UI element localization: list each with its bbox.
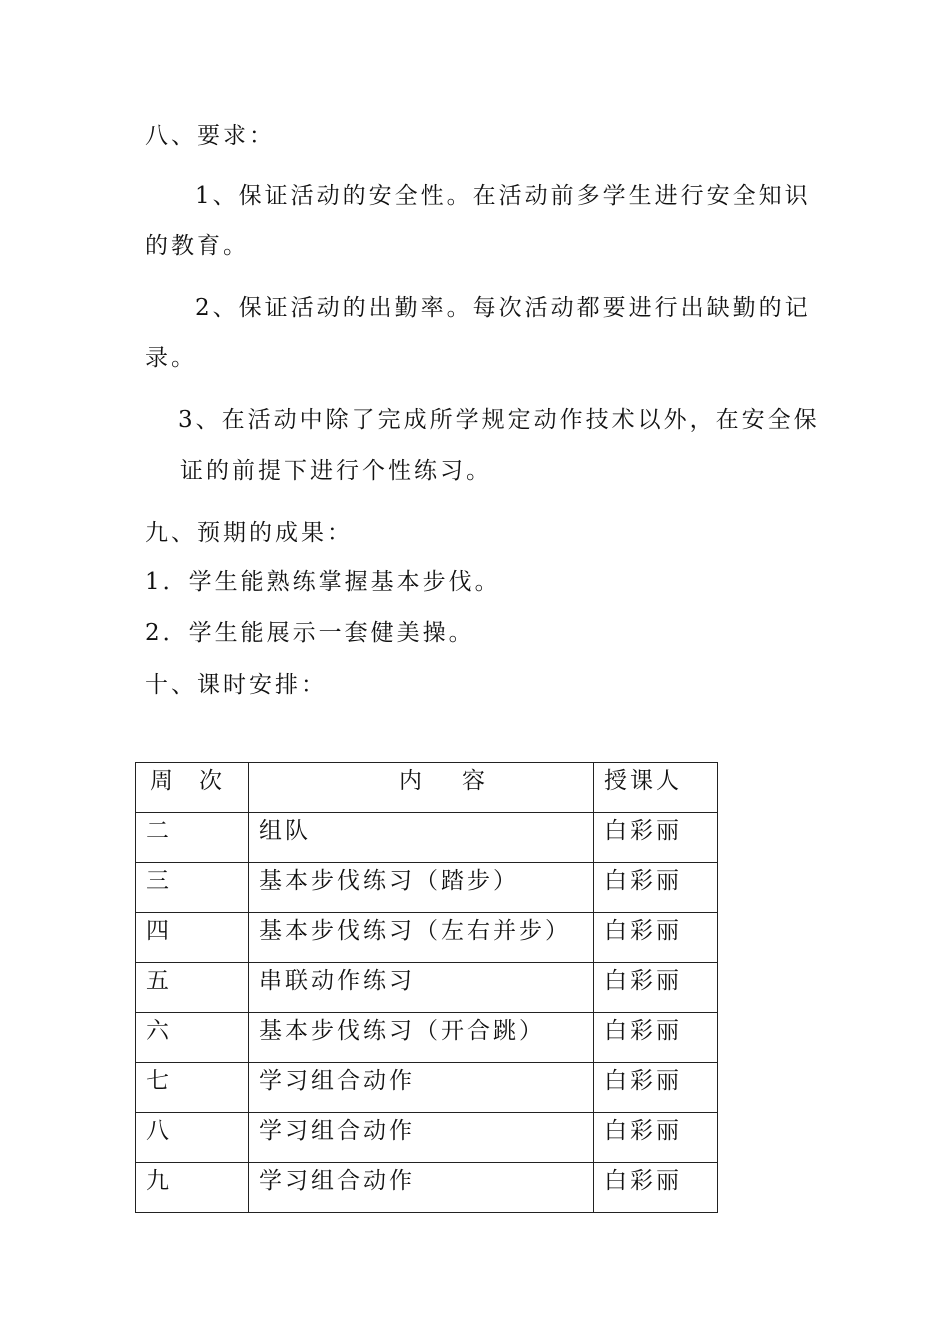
requirement-1-line-2: 的教育。 <box>145 233 249 259</box>
teacher-cell: 白彩丽 <box>594 1013 718 1063</box>
section-10-heading: 十、课时安排： <box>145 672 327 698</box>
schedule-table <box>135 762 718 1213</box>
outcome-item-1: 1．学生能熟练掌握基本步伐。 <box>145 569 501 595</box>
table-row <box>136 1063 718 1113</box>
week-cell: 七 <box>136 1063 249 1113</box>
content-cell: 基本步伐练习（左右并步） <box>249 913 594 963</box>
requirement-3-line-2: 证的前提下进行个性练习。 <box>180 458 492 484</box>
teacher-cell: 白彩丽 <box>594 1113 718 1163</box>
teacher-cell: 白彩丽 <box>594 963 718 1013</box>
table-row <box>136 1013 718 1063</box>
table-row <box>136 863 718 913</box>
teacher-cell: 白彩丽 <box>594 913 718 963</box>
header-content: 内容 <box>249 763 594 813</box>
week-cell: 九 <box>136 1163 249 1213</box>
week-cell: 五 <box>136 963 249 1013</box>
table-row <box>136 813 718 863</box>
table-row <box>136 913 718 963</box>
outcome-item-2: 2．学生能展示一套健美操。 <box>145 620 475 646</box>
table-row <box>136 1163 718 1213</box>
teacher-cell: 白彩丽 <box>594 863 718 913</box>
content-cell: 学习组合动作 <box>249 1163 594 1213</box>
teacher-cell: 白彩丽 <box>594 813 718 863</box>
requirement-1-line-1: 1、保证活动的安全性。在活动前多学生进行安全知识 <box>195 183 811 209</box>
content-cell: 串联动作练习 <box>249 963 594 1013</box>
section-9-heading: 九、预期的成果： <box>145 520 353 546</box>
content-cell: 学习组合动作 <box>249 1113 594 1163</box>
week-cell: 六 <box>136 1013 249 1063</box>
content-cell: 基本步伐练习（踏步） <box>249 863 594 913</box>
header-teacher: 授课人 <box>594 763 718 813</box>
requirement-3-line-1: 3、在活动中除了完成所学规定动作技术以外，在安全保 <box>178 407 820 433</box>
content-cell: 学习组合动作 <box>249 1063 594 1113</box>
table-header-row <box>136 763 718 813</box>
teacher-cell: 白彩丽 <box>594 1163 718 1213</box>
content-cell: 组队 <box>249 813 594 863</box>
table-row <box>136 963 718 1013</box>
week-cell: 八 <box>136 1113 249 1163</box>
requirement-2-line-2: 录。 <box>145 345 197 371</box>
content-cell: 基本步伐练习（开合跳） <box>249 1013 594 1063</box>
week-cell: 三 <box>136 863 249 913</box>
requirement-2-line-1: 2、保证活动的出勤率。每次活动都要进行出缺勤的记 <box>195 295 811 321</box>
section-8-heading: 八、要求： <box>145 123 275 149</box>
week-cell: 二 <box>136 813 249 863</box>
table-row <box>136 1113 718 1163</box>
teacher-cell: 白彩丽 <box>594 1063 718 1113</box>
week-cell: 四 <box>136 913 249 963</box>
header-week: 周次 <box>136 763 249 813</box>
